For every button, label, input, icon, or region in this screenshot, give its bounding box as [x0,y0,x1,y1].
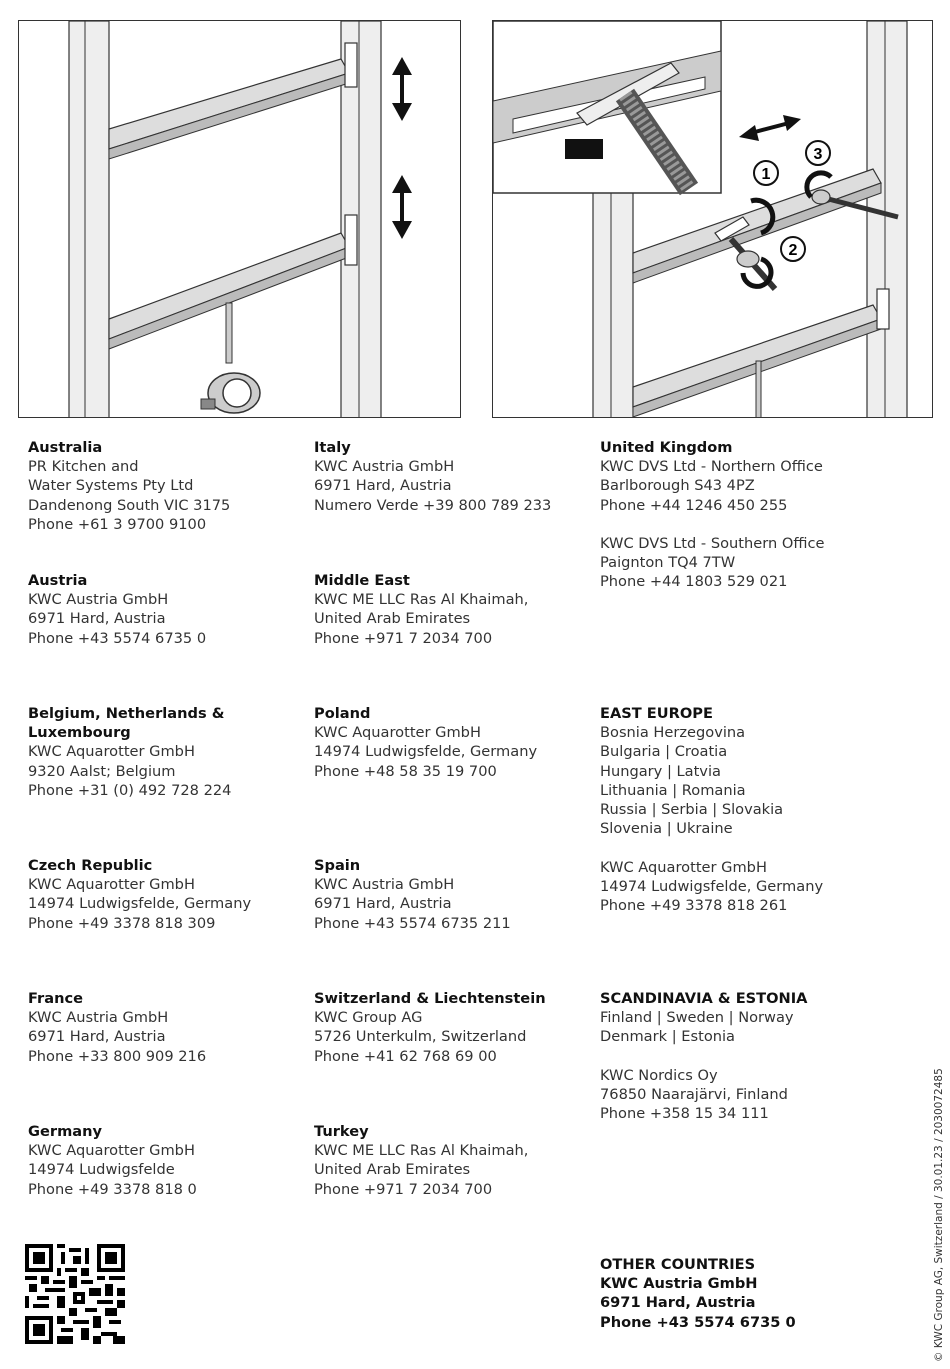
contact-east-europe [600,704,823,915]
contact-france [28,989,206,1066]
address-line: 6971 Hard, Austria [28,1028,166,1046]
address-line: KWC ME LLC Ras Al Khaimah, [314,591,529,609]
phone-line: Phone +358 15 34 111 [600,1105,769,1123]
copyright-note: © KWC Group AG, Switzerland / 30.01.23 / 2030072485 [933,1068,945,1362]
arrow-up-down-icon [392,57,412,121]
country-list-line: Bulgaria | Croatia [600,743,728,761]
address-line: KWC DVS Ltd - Northern Office [600,458,823,476]
country-list-line: Lithuania | Romania [600,781,746,799]
country-list-line: Hungary | Latvia [600,762,721,780]
contact-scandinavia [600,989,807,1123]
address-line: 14974 Ludwigsfelde, Germany [314,743,538,761]
address-line: 5726 Unterkulm, Switzerland [314,1028,527,1046]
phone-line: Numero Verde +39 800 789 233 [314,496,552,514]
arrow-up-down-icon [392,175,412,239]
address-line: Barlborough S43 4PZ [600,477,755,495]
contact-spain [314,856,511,933]
address-line: KWC Austria GmbH [28,591,169,609]
address-line: 6971 Hard, Austria [600,1294,756,1312]
phone-line: Phone +49 3378 818 309 [28,914,216,932]
address-line: KWC Aquarotter GmbH [28,876,195,894]
address-line: KWC Austria GmbH [28,1009,169,1027]
address-line: 14974 Ludwigsfelde, Germany [600,877,824,895]
address-line: Dandenong South VIC 3175 [28,496,231,514]
country-heading: EAST EUROPE [600,705,713,722]
svg-text:2: 2 [788,242,798,259]
contact-switzerland [314,989,546,1066]
address-line: KWC ME LLC Ras Al Khaimah, [314,1142,529,1160]
contact-turkey [314,1122,528,1199]
country-heading: United Kingdom [600,439,733,456]
phone-line: Phone +61 3 9700 9100 [28,515,207,533]
country-heading: OTHER COUNTRIES [600,1256,756,1273]
address-line: KWC Aquarotter GmbH [28,1142,195,1160]
address-line: KWC Aquarotter GmbH [314,724,481,742]
phone-line: Phone +41 62 768 69 00 [314,1047,497,1065]
step-2-badge [781,237,805,261]
country-heading-cont: Luxembourg [28,724,131,742]
phone-line: Phone +971 7 2034 700 [314,1180,493,1198]
country-heading: Middle East [314,572,410,589]
svg-text:3: 3 [813,146,823,163]
phone-line: Phone +49 3378 818 0 [28,1180,197,1198]
address-line: 9320 Aalst; Belgium [28,762,176,780]
country-heading: Spain [314,857,361,874]
address-line: 14974 Ludwigsfelde, Germany [28,895,252,913]
phone-line: Phone +48 58 35 19 700 [314,762,497,780]
address-line: KWC Aquarotter GmbH [28,743,195,761]
spacer-line [600,515,824,534]
phone-line: Phone +43 5574 6735 211 [314,914,511,932]
contact-uk [600,438,824,592]
address-line: KWC Austria GmbH [314,876,455,894]
detail-inset [493,21,721,193]
contact-other-countries [600,1255,796,1332]
country-heading: France [28,990,84,1007]
country-heading: Australia [28,439,103,456]
address-line: 76850 Naarajärvi, Finland [600,1086,788,1104]
address-line: KWC Austria GmbH [600,1275,758,1293]
address-line: KWC Austria GmbH [314,458,455,476]
country-heading: SCANDINAVIA & ESTONIA [600,990,808,1007]
phone-line: Phone +43 5574 6735 0 [600,1313,796,1331]
address-line: Paignton TQ4 7TW [600,554,736,572]
address-line: United Arab Emirates [314,1161,471,1179]
contact-austria [28,571,206,648]
spacer-line [600,838,823,857]
country-heading: Poland [314,705,371,722]
address-line: KWC DVS Ltd - Southern Office [600,535,825,553]
country-list-line: Bosnia Herzegovina [600,724,746,742]
phone-line: Phone +49 3378 818 261 [600,897,788,915]
contact-czech [28,856,251,933]
phone-line: Phone +33 800 909 216 [28,1047,207,1065]
address-line: 14974 Ludwigsfelde [28,1161,175,1179]
country-heading: Austria [28,572,88,589]
country-list-line: Slovenia | Ukraine [600,820,733,838]
spacer-line [600,1047,807,1066]
country-heading: Belgium, Netherlands & [28,705,225,722]
address-line: KWC Group AG [314,1009,423,1027]
address-line: PR Kitchen and [28,458,139,476]
address-line: KWC Nordics Oy [600,1066,718,1084]
figure-height-adjustment [18,20,461,418]
country-heading: Italy [314,439,351,456]
country-list-line: Russia | Serbia | Slovakia [600,801,784,819]
address-line: 6971 Hard, Austria [314,477,452,495]
svg-text:1: 1 [761,166,771,183]
phone-line: Phone +971 7 2034 700 [314,629,493,647]
step-3-badge [806,141,830,165]
contact-australia [28,438,230,534]
phone-line: Phone +31 (0) 492 728 224 [28,781,232,799]
step-1-badge [754,161,778,185]
country-heading: Czech Republic [28,857,153,874]
country-list-line: Denmark | Estonia [600,1028,735,1046]
phone-line: Phone +44 1803 529 021 [600,573,788,591]
contact-middle-east [314,571,528,648]
contact-germany [28,1122,197,1199]
contact-italy [314,438,551,515]
figure-rod-mounting [492,20,933,418]
address-line: United Arab Emirates [314,610,471,628]
country-heading: Switzerland & Liechtenstein [314,990,546,1007]
country-heading: Turkey [314,1123,369,1140]
country-heading: Germany [28,1123,103,1140]
qr-code[interactable] [25,1244,125,1344]
contact-benelux [28,704,231,800]
phone-line: Phone +44 1246 450 255 [600,496,788,514]
address-line: 6971 Hard, Austria [314,895,452,913]
address-line: KWC Aquarotter GmbH [600,858,767,876]
address-line: Water Systems Pty Ltd [28,477,194,495]
arrow-left-right-icon [739,115,801,141]
address-line: 6971 Hard, Austria [28,610,166,628]
contact-poland [314,704,537,781]
phone-line: Phone +43 5574 6735 0 [28,629,207,647]
country-list-line: Finland | Sweden | Norway [600,1009,794,1027]
